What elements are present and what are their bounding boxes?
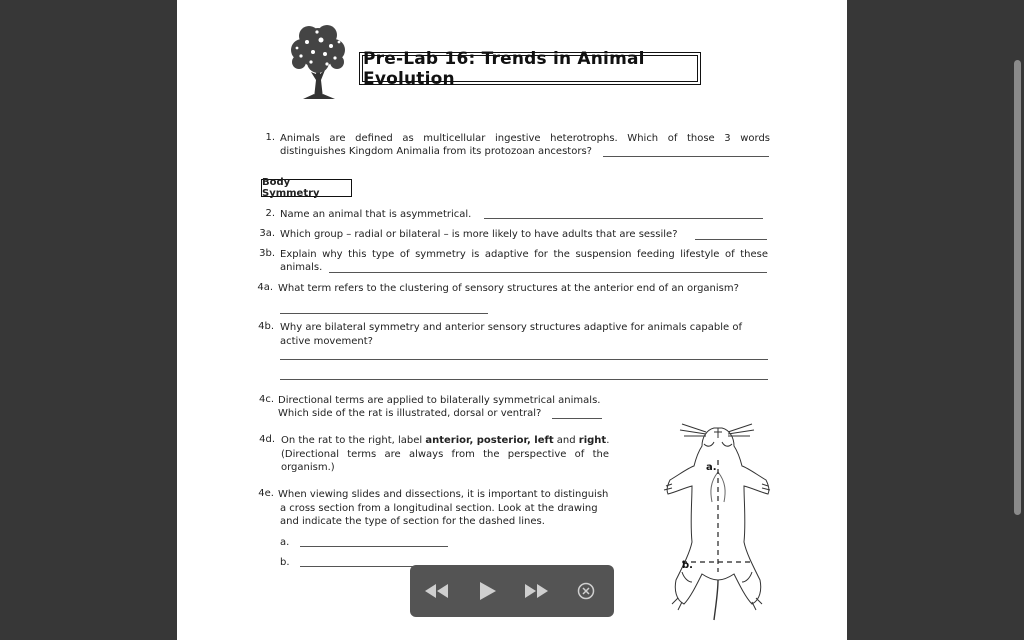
answer-blank-4b-2[interactable] — [280, 379, 768, 380]
answer-label-b: b. — [280, 557, 290, 568]
close-player-button[interactable] — [572, 577, 600, 605]
fast-forward-button[interactable] — [523, 577, 551, 605]
question-2-text: Name an animal that is asymmetrical. — [280, 209, 472, 220]
answer-blank-3b[interactable] — [329, 272, 767, 273]
answer-blank-3a[interactable] — [695, 239, 767, 240]
question-4c-line-1: Directional terms are applied to bilaterally symmetrical animals. — [278, 395, 601, 406]
direction-terms-bold: anterior, posterior, left — [425, 435, 554, 446]
question-4b-line-1: Why are bilateral symmetry and anterior sensory structures adaptive for animals capable of — [280, 322, 743, 333]
question-4b-line-2: active movement? — [280, 336, 373, 347]
document-page — [177, 0, 847, 640]
question-number: 4c. — [258, 394, 274, 405]
media-player-overlay — [410, 565, 614, 617]
right-dark-margin — [847, 0, 1024, 640]
question-4d-line-1-mid: and — [553, 435, 579, 446]
question-number: 4b. — [258, 321, 274, 332]
question-number: 3a. — [259, 228, 275, 239]
figure-label-b: b. — [682, 560, 693, 571]
answer-blank-4e-a[interactable] — [300, 546, 448, 547]
vertical-scrollbar[interactable] — [1014, 60, 1021, 515]
question-number: 1. — [265, 132, 275, 143]
question-4e-line-2: a cross section from a longitudinal section. Look at the drawing — [280, 503, 598, 514]
question-number: 4e. — [258, 488, 274, 499]
question-4a-text: What term refers to the clustering of sensory structures at the anterior end of an organism? — [278, 283, 739, 294]
question-4e-line-3: and indicate the type of section for the dashed lines. — [280, 516, 545, 527]
question-3b-line-1: Explain why this type of symmetry is adaptive for the suspension feeding lifestyle of these — [280, 249, 768, 260]
question-3a-text: Which group – radial or bilateral – is more likely to have adults that are sessile? — [280, 229, 678, 240]
answer-blank-2[interactable] — [484, 218, 763, 219]
question-number: 4d. — [259, 434, 275, 445]
rewind-icon — [425, 584, 449, 598]
question-number: 2. — [265, 208, 275, 219]
question-4d-line-2: (Directional terms are always from the perspective of the — [281, 449, 609, 460]
rat-illustration — [662, 422, 772, 622]
question-number: 4a. — [257, 282, 273, 293]
question-1-line-2: distinguishes Kingdom Animalia from its protozoan ancestors? — [280, 146, 592, 157]
section-heading: Body Symmetry — [261, 179, 352, 197]
fast-forward-icon — [525, 584, 549, 598]
rewind-button[interactable] — [423, 577, 451, 605]
close-circle-icon — [577, 582, 595, 600]
play-button[interactable] — [474, 577, 502, 605]
answer-blank-4b-1[interactable] — [280, 359, 768, 360]
question-4d-line-1-end: . — [606, 435, 610, 446]
title-box — [359, 48, 701, 89]
play-icon — [480, 582, 496, 600]
tree-logo-icon — [287, 22, 349, 100]
question-4d-line-3: organism.) — [281, 462, 335, 473]
answer-blank-4a[interactable] — [280, 313, 488, 314]
answer-blank-4c[interactable] — [552, 418, 602, 419]
question-1-line-1: Animals are defined as multicellular ingestive heterotrophs. Which of those 3 words — [280, 133, 770, 144]
figure-label-a: a. — [706, 462, 717, 473]
question-4c-line-2: Which side of the rat is illustrated, dorsal or ventral? — [278, 408, 542, 419]
question-4d-line-1 — [281, 434, 609, 448]
question-4d-line-1-start: On the rat to the right, label — [281, 435, 426, 446]
question-3b-line-2: animals. — [280, 262, 323, 273]
question-4e-line-1: When viewing slides and dissections, it is important to distinguish — [278, 489, 609, 500]
left-dark-margin — [0, 0, 177, 640]
answer-label-a: a. — [280, 537, 290, 548]
page-title: Pre-Lab 16: Trends in Animal Evolution — [362, 55, 698, 82]
question-number: 3b. — [259, 248, 275, 259]
direction-term-right-bold: right — [578, 435, 607, 446]
answer-blank-1[interactable] — [603, 156, 769, 157]
